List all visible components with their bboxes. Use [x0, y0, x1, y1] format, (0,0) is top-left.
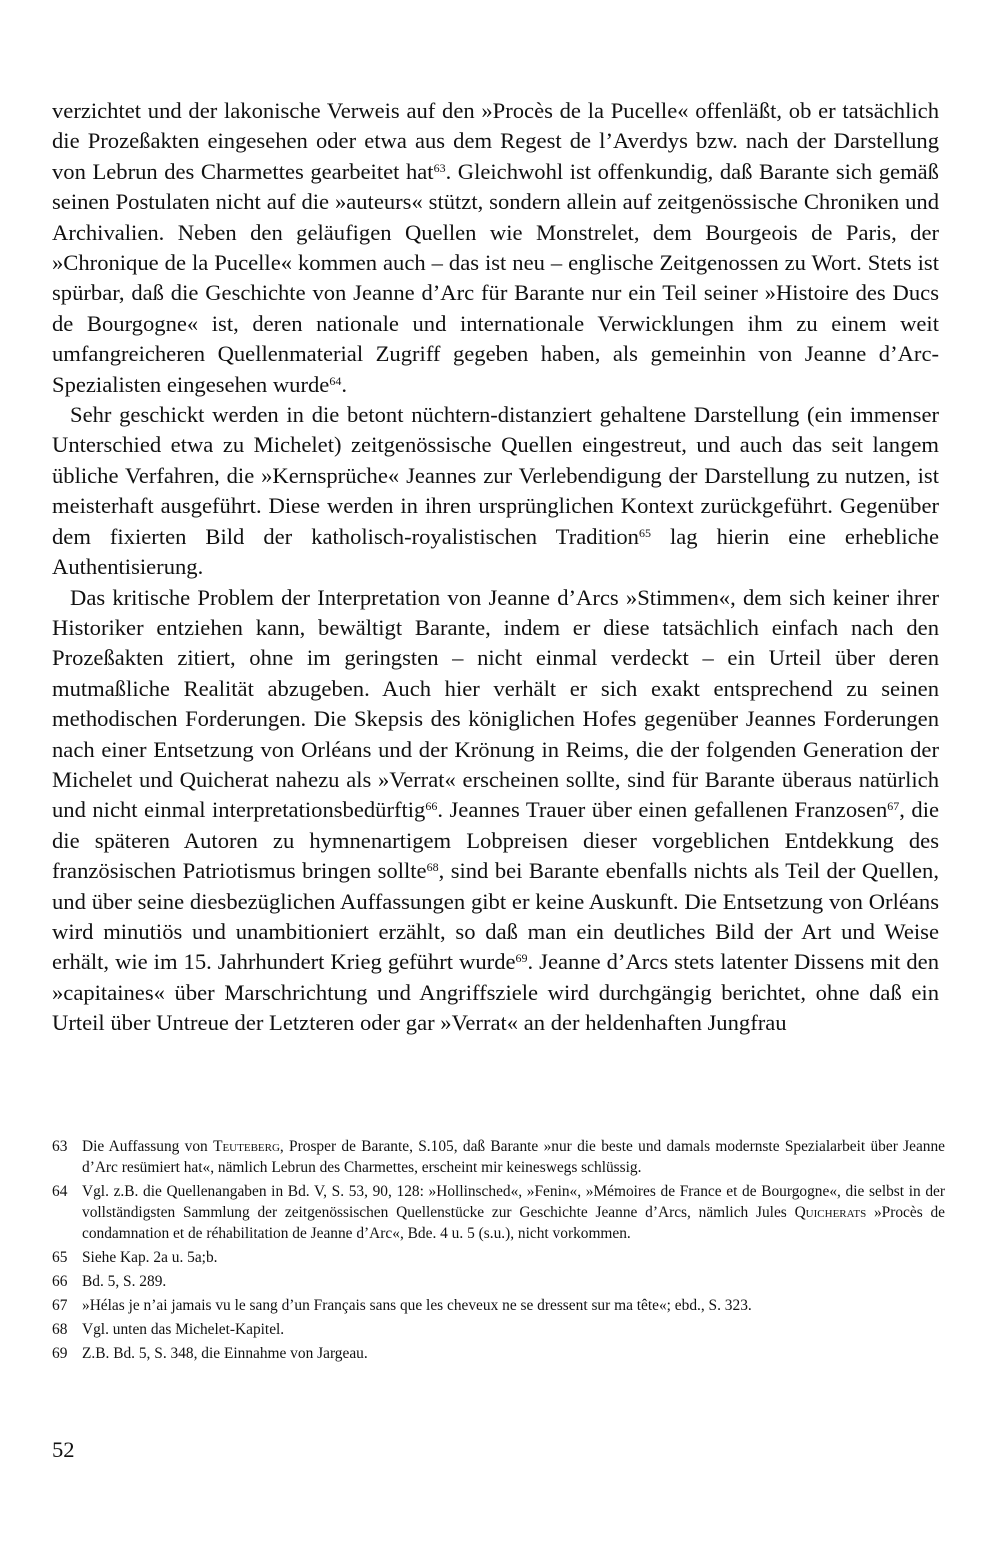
- footnote-65: [52, 1247, 945, 1268]
- paragraph-1-text-b: . Gleichwohl ist offenkundig, daß Barante sich gemäß seinen Postulaten nicht auf die »auteurs« stützt, sondern allein auf zeitgenössische Chroniken und Archivalien. Neben den geläufigen Quellen wie Monstrelet, dem Bourgeois de Paris, der »Chronique de la Pucelle« kommen auch – das ist neu – englische Zeitgenossen zu Wort. Stets ist spürbar, daß die Geschichte von Jeanne d’Arc für Barante nur ein Teil seiner »Histoire des Ducs de Bourgogne« ist, deren nationale und internationale Verwicklungen ihm zu einem weit umfangreicheren Quellenmaterial Zugriff gegeben haben, als gemeinhin von Jeanne d’Arc-Spezialisten eingesehen wurde: [52, 158, 939, 397]
- footnote-text: [82, 1136, 945, 1178]
- paragraph-2-text-b: lag hierin eine erhebliche Authentisierung.: [52, 523, 939, 580]
- paragraph-1-text-c: .: [341, 371, 347, 397]
- paragraph-1: [52, 96, 939, 400]
- paragraph-3: [52, 583, 939, 1039]
- footnote-68: [52, 1319, 945, 1340]
- paragraph-2: [52, 400, 939, 582]
- footnote-number: 66: [52, 1273, 68, 1290]
- paragraph-2-text-a: Sehr geschickt werden in die betont nüchtern-distanziert gehaltene Darstellung (ein immenser Unterschied etwa zu Michelet) zeitgenössische Quellen eingestreut, und auch das seit langem übliche Verfahren, die »Kernsprüche« Jeannes zur Verlebendigung der Darstellung zu nutzen, ist meisterhaft ausgeführt. Diese werden in ihren ursprünglichen Kontext zurückgeführt. Gegenüber dem fixierten Bild der katholisch-royalistischen Tradition: [52, 402, 939, 549]
- main-text: [52, 96, 939, 1039]
- footnote-text: Vgl. unten das Michelet-Kapitel.: [82, 1321, 285, 1338]
- footnote-text-part: Die Auffassung von: [82, 1138, 214, 1155]
- footnote-ref-69[interactable]: 69: [515, 951, 528, 966]
- footnote-ref-64[interactable]: 64: [329, 373, 342, 388]
- footnote-67: [52, 1295, 945, 1316]
- paragraph-3-text-e: . Jeanne d’Arcs stets latenter Dissens mit den »capitaines« über Marschrichtung und Angriffsziele wird durchgängig berichtet, ohne daß ein Urteil über Untreue der Letzteren oder gar »Verrat« an der heldenhaften Jungfrau: [52, 949, 939, 1036]
- paragraph-3-text-d: , sind bei Barante ebenfalls nichts als Teil der Quellen, und über seine diesbezüglichen Auffassungen gibt er keine Auskunft. Die Entsetzung von Orléans wird minutiös und unambitioniert erzählt, so daß man ein deutliches Bild der Art und Weise erhält, wie im 15. Jahrhundert Krieg geführt wurde: [52, 858, 939, 975]
- footnote-text: Bd. 5, S. 289.: [82, 1273, 167, 1290]
- footnote-text-part: »Procès de condamnation et de réhabilitation de Jeanne d’Arc«, Bde. 4 u. 5 (s.u.), nicht vorkommen.: [82, 1204, 945, 1242]
- footnote-text-part: Vgl. z.B. die Quellenangaben in Bd. V, S. 53, 90, 128: »Hollinsched«, »Fenin«, »Mémoires de France et de Bourgogne«, die selbst in der vollständigsten Sammlung der zeitgenössischen Quellenstücke zur Geschichte Jeanne d’Arcs, nämlich Jules: [82, 1183, 945, 1221]
- footnote-number: 67: [52, 1297, 68, 1314]
- footnote-number: 63: [52, 1138, 68, 1155]
- footnote-63: [52, 1136, 945, 1178]
- footnote-number: 65: [52, 1249, 68, 1266]
- footnote-number: 64: [52, 1183, 68, 1200]
- footnote-text-part: , Prosper de Barante, S.105, daß Barante »nur die beste und damals modernste Spezialarbeit über Jeanne d’Arc resümiert hat«, nämlich Lebrun des Charmettes, erscheint mir keineswegs schlüssig.: [82, 1138, 945, 1176]
- paragraph-1-text-a: verzichtet und der lakonische Verweis auf den »Procès de la Pucelle« offenläßt, ob er tatsächlich die Prozeßakten eingesehen oder etwa aus dem Regest de l’Averdys bzw. nach der Darstellung von Lebrun des Charmettes gearbeitet hat: [52, 98, 939, 184]
- author-name: Quicherats: [794, 1204, 867, 1221]
- footnote-ref-67[interactable]: 67: [887, 799, 900, 814]
- footnote-text: Z.B. Bd. 5, S. 348, die Einnahme von Jargeau.: [82, 1345, 368, 1362]
- footnote-text: [82, 1181, 945, 1244]
- paragraph-3-text-c: , die die späteren Autoren zu hymnenartigem Lobpreisen dieser vorgeblichen Entdekkung des französischen Patriotismus bringen sollte: [52, 797, 939, 884]
- footnote-69: [52, 1343, 945, 1364]
- footnote-text: »Hélas je n’ai jamais vu le sang d’un Français sans que les cheveux ne se dressent sur ma tête«; ebd., S. 323.: [82, 1297, 752, 1314]
- footnote-ref-66[interactable]: 66: [425, 799, 438, 814]
- footnote-ref-68[interactable]: 68: [426, 860, 439, 875]
- footnote-64: [52, 1181, 945, 1244]
- author-name: Teuteberg: [213, 1138, 280, 1155]
- paragraph-3-text-a: Das kritische Problem der Interpretation von Jeanne d’Arcs »Stimmen«, dem sich keiner ihrer Historiker entziehen kann, bewältigt Barante, indem er diese tatsächlich einfach nach den Prozeßakten zitiert, ohne im geringsten – nicht einmal verdeckt – ein Urteil über deren mutmaßliche Realität abzugeben. Auch hier verhält er sich exakt entsprechend zu seinen methodischen Forderungen. Die Skepsis des königlichen Hofes gegenüber Jeannes Forderungen nach einer Entsetzung von Orléans und der Krönung in Reims, die der folgenden Generation der Michelet und Quicherat nahezu als »Verrat« erscheinen sollte, sind für Barante überaus natürlich und nicht einmal interpretationsbedürftig: [52, 584, 939, 823]
- page-number: 52: [52, 1437, 75, 1462]
- footnote-number: 68: [52, 1321, 68, 1338]
- footnote-number: 69: [52, 1345, 68, 1362]
- footnotes: [52, 1136, 945, 1367]
- footnote-ref-63[interactable]: 63: [433, 160, 446, 175]
- footnote-66: [52, 1271, 945, 1292]
- paragraph-3-text-b: . Jeannes Trauer über einen gefallenen Franzosen: [437, 797, 888, 823]
- footnote-ref-65[interactable]: 65: [638, 525, 651, 540]
- footnote-text: Siehe Kap. 2a u. 5a;b.: [82, 1249, 218, 1266]
